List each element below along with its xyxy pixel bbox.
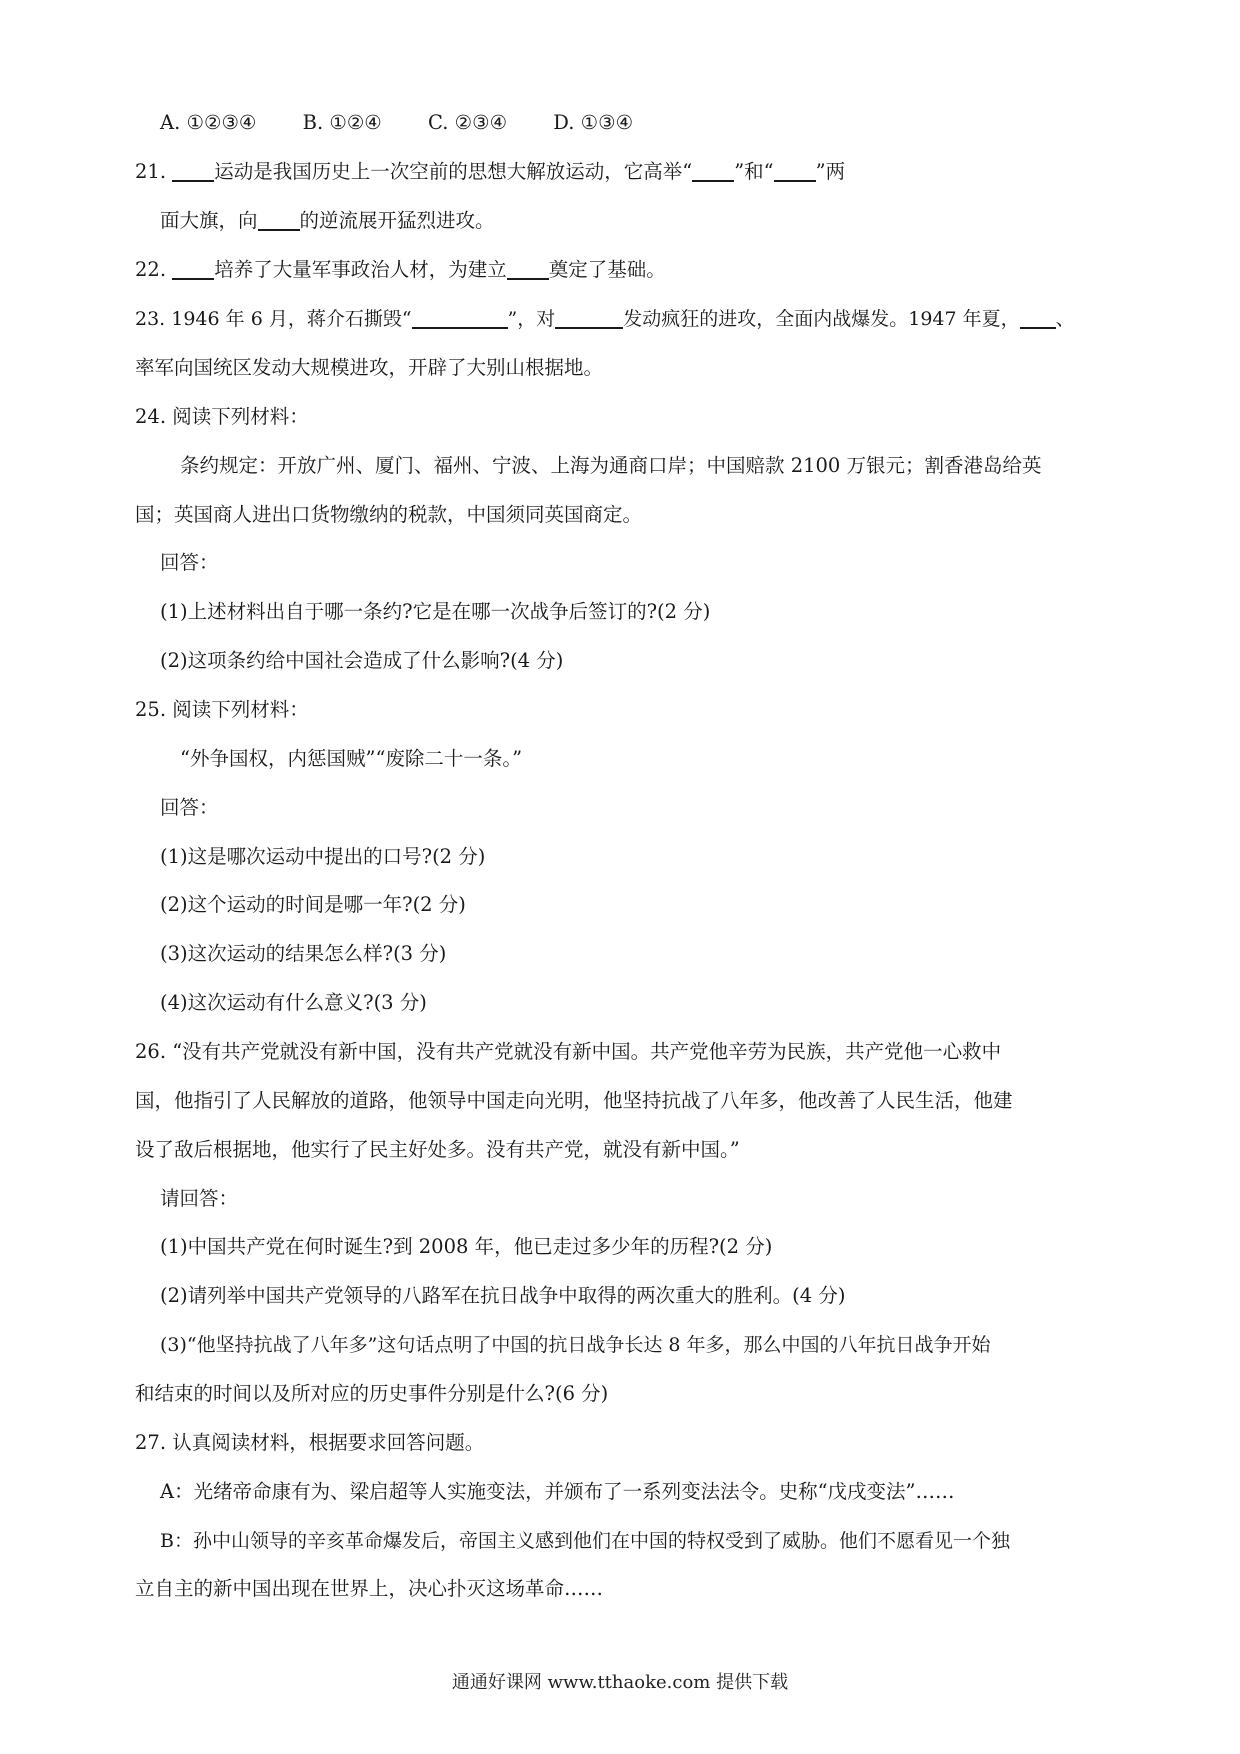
option-c: C. ②③④: [427, 111, 508, 134]
q27-material-b1: B：孙中山领导的辛亥革命爆发后，帝国主义感到他们在中国的特权受到了威胁。他们不愿看见一个独: [160, 1530, 1010, 1552]
options-line: [160, 108, 633, 138]
q21-number: 21.: [135, 160, 167, 183]
q25-sub-3: (3)这次运动的结果怎么样?(3 分): [160, 942, 447, 965]
q21-text-3: ”两: [815, 160, 846, 183]
q21-line1: [135, 157, 845, 187]
q22-blank-1: [172, 258, 214, 280]
q24-sub-2: (2)这项条约给中国社会造成了什么影响?(4 分): [160, 649, 564, 672]
q24-heading: 24. 阅读下列材料：: [135, 405, 309, 428]
option-d: D. ①③④: [553, 111, 634, 134]
q24-material-2: 国；英国商人进出口货物缴纳的税款，中国须同英国商定。: [135, 503, 643, 526]
q21-blank-3: [774, 160, 816, 182]
q23-blank-3: [1020, 307, 1056, 329]
q23-line2: [135, 353, 603, 383]
q24-material-1: 条约规定：开放广州、厦门、福州、宁波、上海为通商口岸；中国赔款 2100 万银元；割香港岛给英: [180, 454, 1042, 477]
q25-material: “外争国权，内惩国贼”“废除二十一条。”: [180, 747, 523, 770]
q21-text-1: 运动是我国历史上一次空前的思想大解放运动，它高举“: [214, 160, 693, 183]
q22-text-1: 培养了大量军事政治人材，为建立: [214, 258, 507, 281]
q27-material-a: A：光绪帝命康有为、梁启超等人实施变法，并颁布了一系列变法法令。史称“戊戌变法”……: [160, 1480, 955, 1503]
q26-line3: 设了敌后根据地，他实行了民主好处多。没有共产党，就没有新中国。”: [135, 1138, 740, 1161]
q23-text-4: 、: [1055, 308, 1075, 330]
q21-line2: [160, 206, 495, 236]
q21-blank-4: [258, 209, 300, 231]
q23-text-3: 发动疯狂的进攻，全面内战爆发。1947 年夏，: [623, 308, 1020, 330]
q21-text-5: 的逆流展开猛烈进攻。: [299, 209, 495, 232]
q23-blank-1: [412, 307, 508, 329]
q23-text-5: 率军向国统区发动大规模进攻，开辟了大别山根据地。: [135, 356, 604, 379]
q25-sub-2: (2)这个运动的时间是哪一年?(2 分): [160, 893, 466, 916]
q24-answer-label: 回答：: [160, 551, 219, 574]
q25-heading: 25. 阅读下列材料：: [135, 698, 309, 721]
q26-sub-1: (1)中国共产党在何时诞生?到 2008 年，他已走过多少年的历程?(2 分): [160, 1235, 773, 1258]
q25-answer-label: 回答：: [160, 796, 219, 819]
q24-sub-1: (1)上述材料出自于哪一条约?它是在哪一次战争后签订的?(2 分): [160, 600, 711, 623]
q27-material-b2: 立自主的新中国出现在世界上，决心扑灭这场革命……: [135, 1577, 604, 1600]
q27-heading: 27. 认真阅读材料，根据要求回答问题。: [135, 1431, 485, 1454]
q22-line: [135, 255, 666, 285]
q26-line1: 26. “没有共产党就没有新中国，没有共产党就没有新中国。共产党他辛劳为民族，共产党他一心救中: [135, 1040, 1002, 1063]
q25-sub-1: (1)这是哪次运动中提出的口号?(2 分): [160, 845, 486, 868]
q26-sub-3b: 和结束的时间以及所对应的历史事件分别是什么?(6 分): [135, 1382, 609, 1405]
q23-line1: [135, 304, 1075, 334]
q22-number: 22.: [135, 258, 167, 281]
option-a: A. ①②③④: [160, 111, 257, 134]
q22-blank-2: [507, 258, 549, 280]
q26-sub-3a: (3)“他坚持抗战了八年多”这句话点明了中国的抗日战争长达 8 年多，那么中国的八年抗日战争开始: [160, 1334, 991, 1356]
q23-blank-2: [555, 307, 623, 329]
q23-text-1: 23. 1946 年 6 月，蒋介石撕毁“: [135, 308, 412, 330]
page-footer: 通通好课网 www.tthaoke.com 提供下载: [451, 1672, 789, 1693]
q22-text-2: 奠定了基础。: [548, 258, 666, 281]
q21-blank-2: [692, 160, 734, 182]
q21-text-4: 面大旗，向: [160, 209, 258, 232]
q21-blank-1: [172, 160, 214, 182]
q26-answer-label: 请回答：: [160, 1187, 239, 1210]
q26-line2: 国，他指引了人民解放的道路，他领导中国走向光明，他坚持抗战了八年多，他改善了人民生活，他建: [135, 1089, 1013, 1112]
q25-sub-4: (4)这次运动有什么意义?(3 分): [160, 991, 427, 1014]
q26-sub-2: (2)请列举中国共产党领导的八路军在抗日战争中取得的两次重大的胜利。(4 分): [160, 1284, 846, 1307]
q21-text-2: ”和“: [734, 160, 774, 183]
q23-text-2: ”，对: [507, 308, 556, 330]
option-b: B. ①②④: [302, 111, 382, 134]
